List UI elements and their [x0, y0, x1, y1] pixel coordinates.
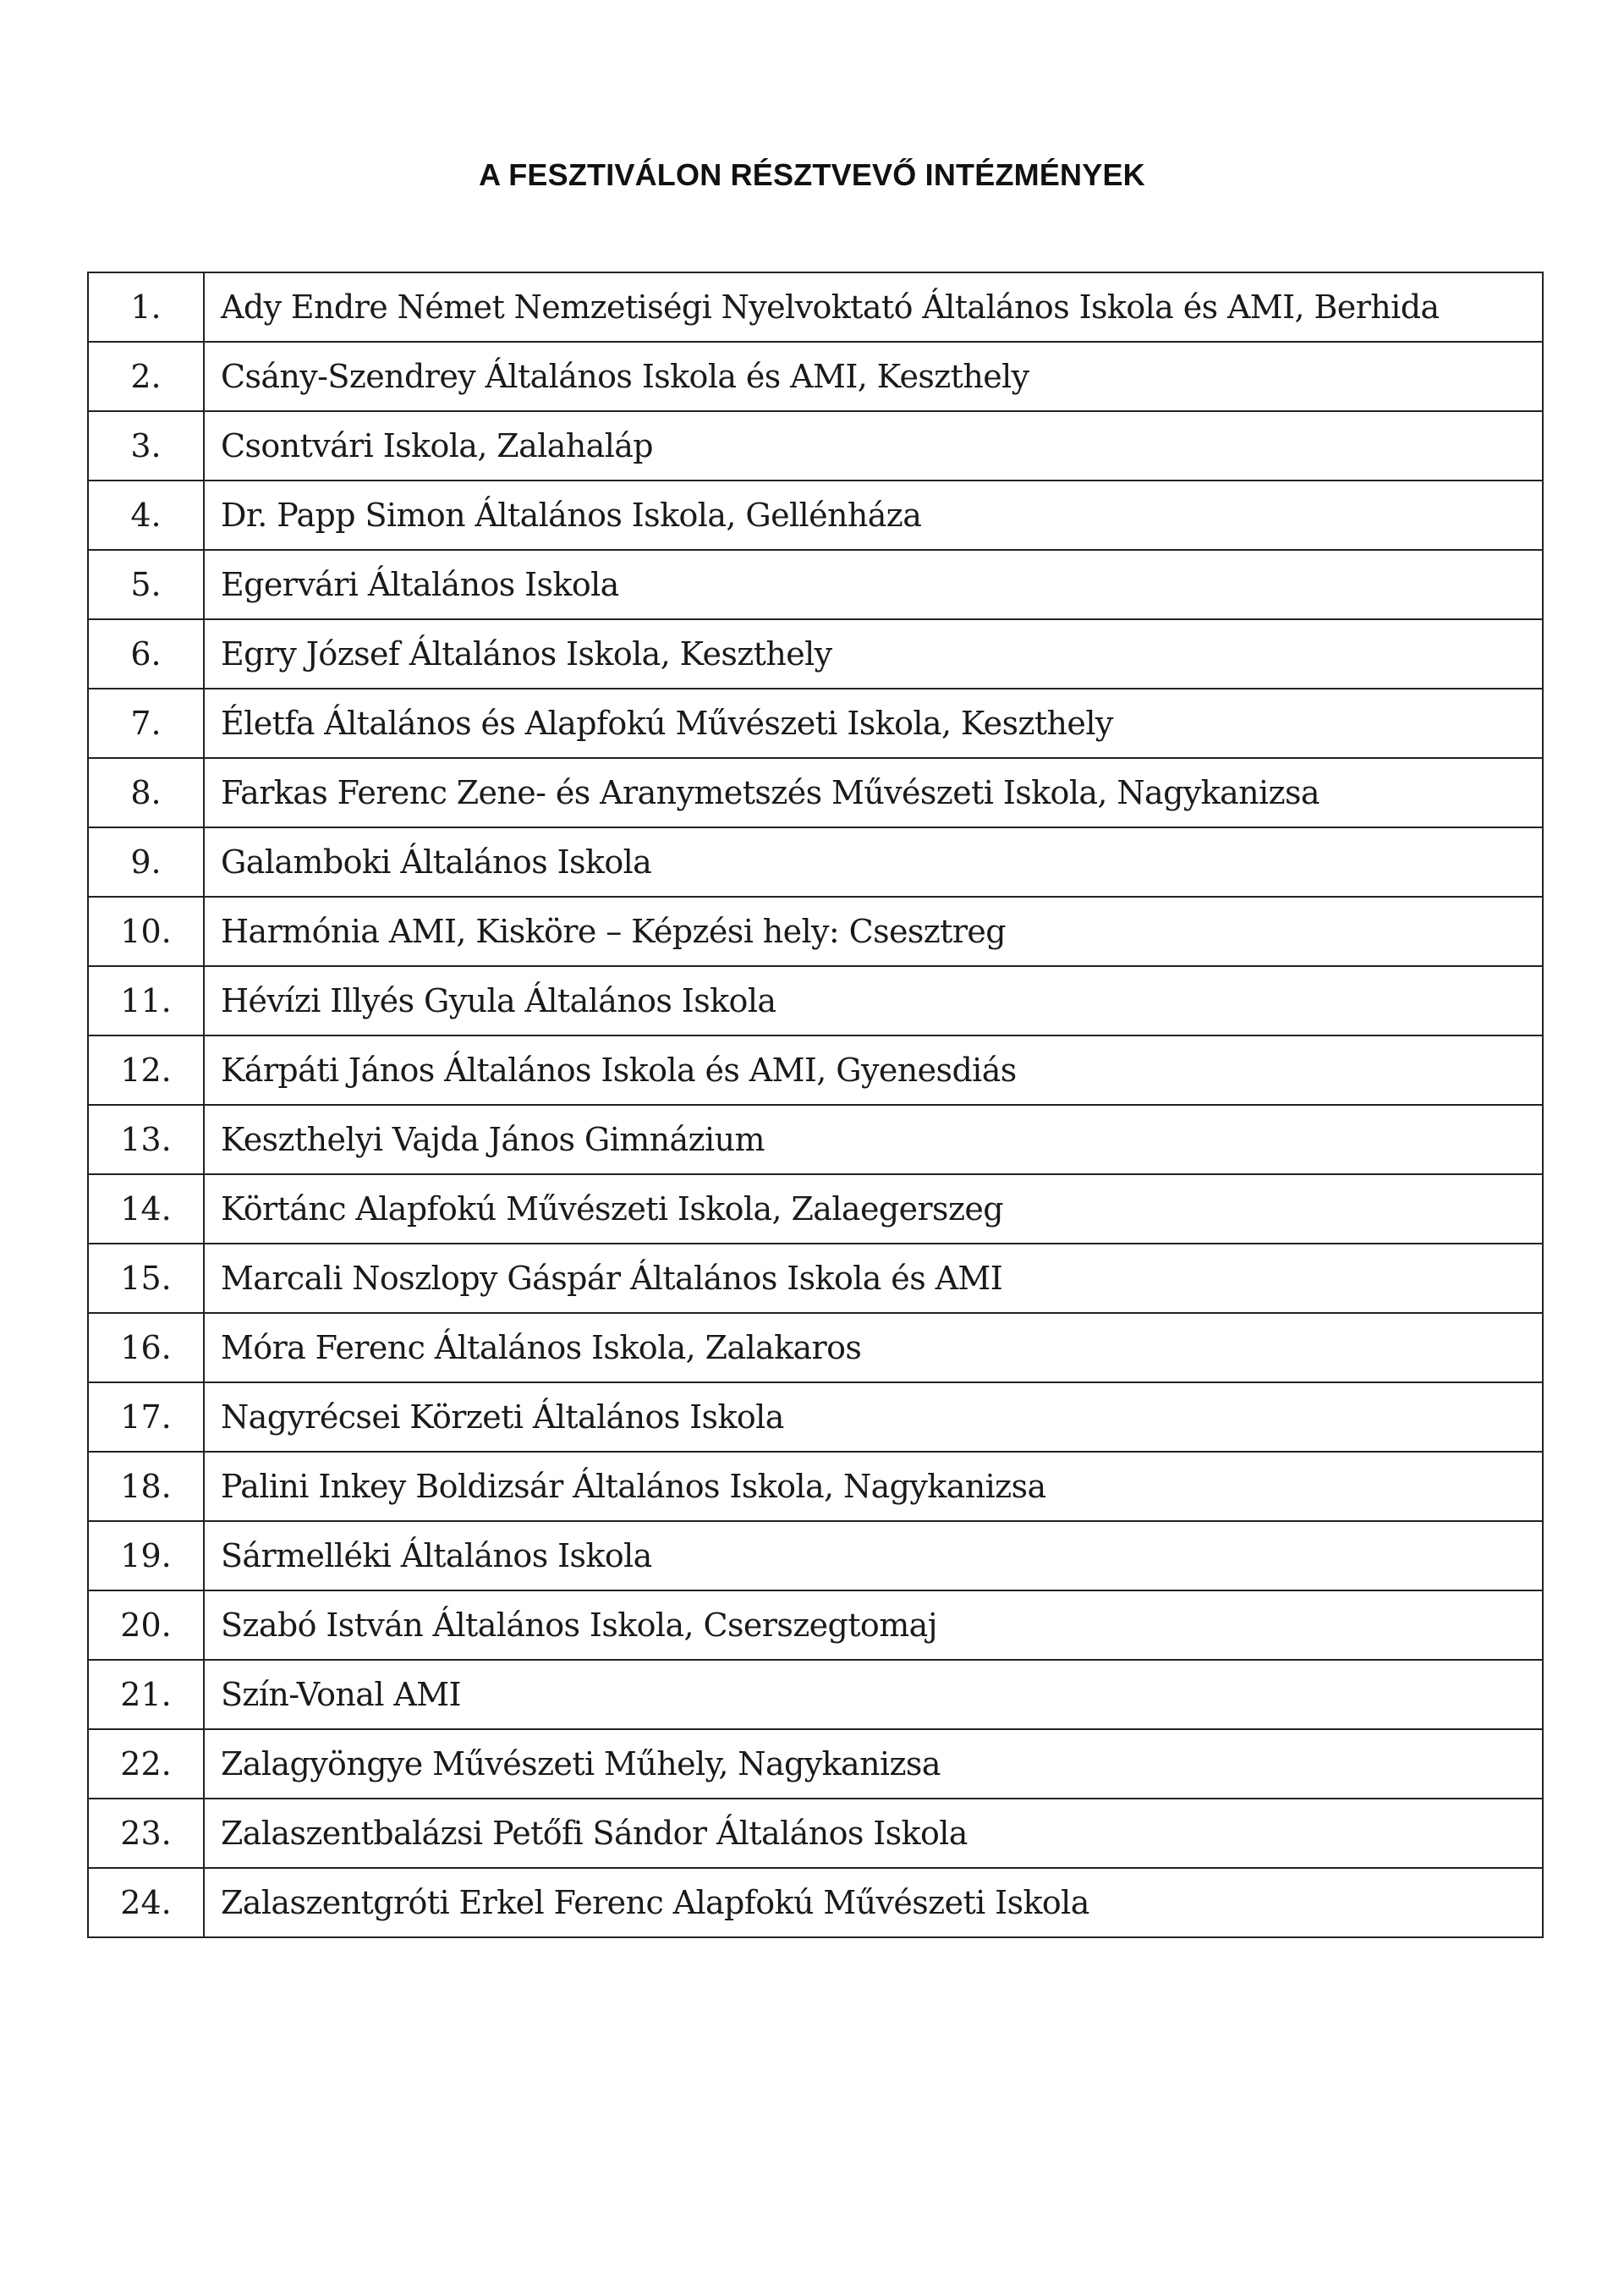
table-row: [88, 1590, 1543, 1660]
institution-name: Egry József Általános Iskola, Keszthely: [204, 619, 1543, 689]
table-row: [88, 827, 1543, 897]
institutions-table-body: [88, 272, 1543, 1937]
table-row: [88, 1105, 1543, 1174]
table-row: [88, 1382, 1543, 1452]
row-number: 8.: [88, 758, 204, 827]
row-number: 11.: [88, 966, 204, 1035]
institution-name: Szín-Vonal AMI: [204, 1660, 1543, 1729]
institution-name: Csány-Szendrey Általános Iskola és AMI, Keszthely: [204, 342, 1543, 411]
institution-name: Kárpáti János Általános Iskola és AMI, Gyenesdiás: [204, 1035, 1543, 1105]
table-row: [88, 481, 1543, 550]
row-number: 6.: [88, 619, 204, 689]
table-row: [88, 1174, 1543, 1244]
row-number: 24.: [88, 1868, 204, 1937]
table-row: [88, 966, 1543, 1035]
institution-name: Egervári Általános Iskola: [204, 550, 1543, 619]
institution-name: Palini Inkey Boldizsár Általános Iskola, Nagykanizsa: [204, 1452, 1543, 1521]
table-row: [88, 1660, 1543, 1729]
table-row: [88, 1452, 1543, 1521]
institution-name: Móra Ferenc Általános Iskola, Zalakaros: [204, 1313, 1543, 1382]
institution-name: Csontvári Iskola, Zalahaláp: [204, 411, 1543, 481]
table-row: [88, 342, 1543, 411]
institution-name: Zalagyöngye Művészeti Műhely, Nagykanizsa: [204, 1729, 1543, 1799]
row-number: 18.: [88, 1452, 204, 1521]
row-number: 23.: [88, 1799, 204, 1868]
row-number: 7.: [88, 689, 204, 758]
row-number: 4.: [88, 481, 204, 550]
document-title: A FESZTIVÁLON RÉSZTVEVŐ INTÉZMÉNYEK: [479, 157, 1145, 192]
table-row: [88, 619, 1543, 689]
table-row: [88, 758, 1543, 827]
table-row: [88, 1244, 1543, 1313]
row-number: 17.: [88, 1382, 204, 1452]
table-row: [88, 897, 1543, 966]
row-number: 19.: [88, 1521, 204, 1590]
row-number: 15.: [88, 1244, 204, 1313]
table-row: [88, 550, 1543, 619]
institution-name: Sármelléki Általános Iskola: [204, 1521, 1543, 1590]
row-number: 9.: [88, 827, 204, 897]
table-row: [88, 1521, 1543, 1590]
institution-name: Hévízi Illyés Gyula Általános Iskola: [204, 966, 1543, 1035]
institution-name: Dr. Papp Simon Általános Iskola, Gellénháza: [204, 481, 1543, 550]
institution-name: Ady Endre Német Nemzetiségi Nyelvoktató Általános Iskola és AMI, Berhida: [204, 272, 1543, 342]
table-row: [88, 1035, 1543, 1105]
row-number: 1.: [88, 272, 204, 342]
row-number: 21.: [88, 1660, 204, 1729]
table-row: [88, 411, 1543, 481]
table-row: [88, 272, 1543, 342]
institution-name: Szabó István Általános Iskola, Cserszegtomaj: [204, 1590, 1543, 1660]
institution-name: Körtánc Alapfokú Művészeti Iskola, Zalaegerszeg: [204, 1174, 1543, 1244]
institution-name: Harmónia AMI, Kisköre – Képzési hely: Csesztreg: [204, 897, 1543, 966]
row-number: 13.: [88, 1105, 204, 1174]
row-number: 12.: [88, 1035, 204, 1105]
table-row: [88, 1799, 1543, 1868]
institution-name: Keszthelyi Vajda János Gimnázium: [204, 1105, 1543, 1174]
institution-name: Farkas Ferenc Zene- és Aranymetszés Művészeti Iskola, Nagykanizsa: [204, 758, 1543, 827]
institution-name: Zalaszentbalázsi Petőfi Sándor Általános Iskola: [204, 1799, 1543, 1868]
row-number: 22.: [88, 1729, 204, 1799]
institution-name: Galamboki Általános Iskola: [204, 827, 1543, 897]
institution-name: Marcali Noszlopy Gáspár Általános Iskola és AMI: [204, 1244, 1543, 1313]
table-row: [88, 1868, 1543, 1937]
row-number: 20.: [88, 1590, 204, 1660]
institutions-table: [87, 272, 1544, 1938]
institution-name: Nagyrécsei Körzeti Általános Iskola: [204, 1382, 1543, 1452]
row-number: 16.: [88, 1313, 204, 1382]
table-row: [88, 1729, 1543, 1799]
institution-name: Zalaszentgróti Erkel Ferenc Alapfokú Művészeti Iskola: [204, 1868, 1543, 1937]
table-row: [88, 1313, 1543, 1382]
row-number: 5.: [88, 550, 204, 619]
table-row: [88, 689, 1543, 758]
institution-name: Életfa Általános és Alapfokú Művészeti Iskola, Keszthely: [204, 689, 1543, 758]
row-number: 2.: [88, 342, 204, 411]
row-number: 10.: [88, 897, 204, 966]
row-number: 14.: [88, 1174, 204, 1244]
row-number: 3.: [88, 411, 204, 481]
